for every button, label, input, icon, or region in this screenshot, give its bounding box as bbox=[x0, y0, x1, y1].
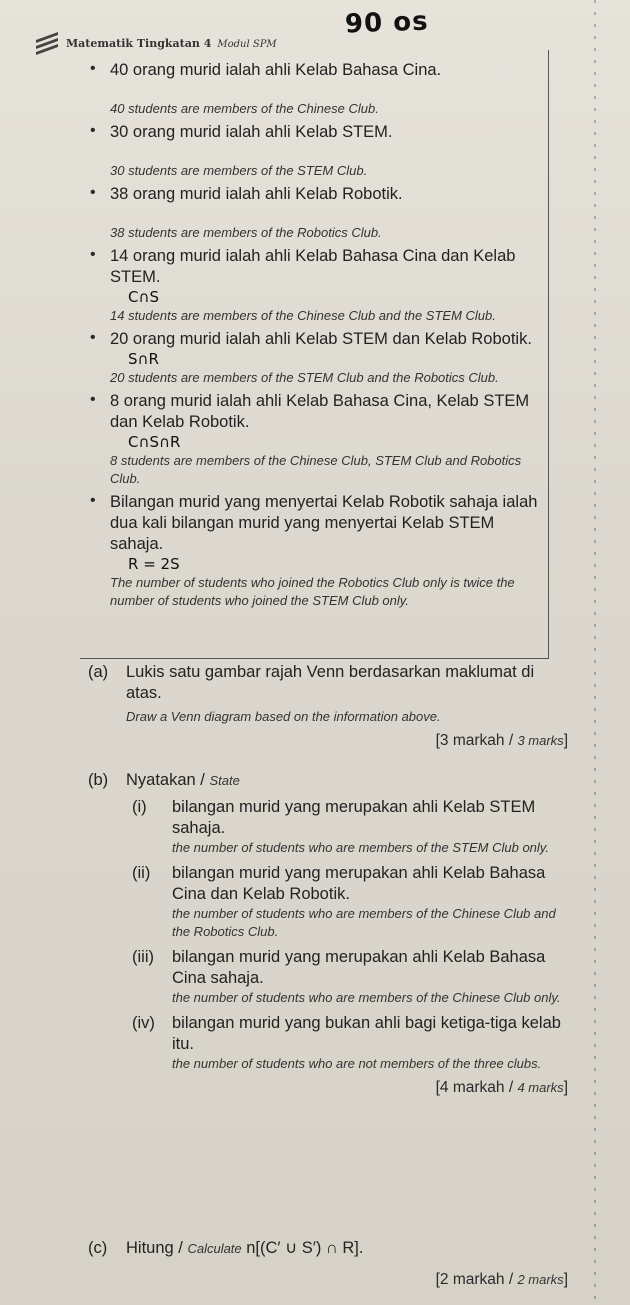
part-b bbox=[88, 770, 568, 1097]
info-bullet-ms: • 38 orang murid ialah ahli Kelab Robotik. bbox=[110, 185, 403, 203]
info-bullet-en: 20 students are members of the STEM Club and the Robotics Club. bbox=[110, 370, 499, 385]
info-bullet bbox=[88, 246, 538, 325]
part-b-ms: Nyatakan / bbox=[126, 771, 210, 789]
part-b-en: State bbox=[209, 773, 240, 788]
part-b-item-en: the number of students who are not members of the three clubs. bbox=[172, 1056, 542, 1071]
part-b-label: (b) bbox=[88, 771, 109, 789]
part-c-ms: Hitung / bbox=[126, 1239, 188, 1257]
part-a-marks-ms: [3 markah / bbox=[435, 732, 518, 749]
part-b-marks bbox=[88, 1079, 568, 1097]
info-bullet bbox=[88, 122, 538, 180]
part-b-item bbox=[132, 797, 568, 857]
info-bullet bbox=[88, 60, 538, 118]
part-b-item-en: the number of students who are members of the STEM Club only. bbox=[172, 840, 549, 855]
part-a-label: (a) bbox=[88, 663, 109, 681]
part-a-en: Draw a Venn diagram based on the information above. bbox=[126, 709, 441, 724]
handwritten-score: 90 os bbox=[344, 6, 430, 40]
part-b-item bbox=[132, 863, 568, 941]
part-a bbox=[88, 662, 568, 750]
info-bullet-ms: • 8 orang murid ialah ahli Kelab Bahasa Cina, Kelab STEM dan Kelab Robotik. bbox=[110, 392, 530, 431]
info-bullet-en: 38 students are members of the Robotics Club. bbox=[110, 225, 382, 240]
part-b-item-num: (iv) bbox=[132, 1014, 155, 1032]
page-edge-dots bbox=[594, 0, 596, 1305]
part-b-item-num: (ii) bbox=[132, 864, 151, 882]
info-bullet-ms: • 40 orang murid ialah ahli Kelab Bahasa Cina. bbox=[110, 61, 442, 79]
part-b-marks-en: 4 marks bbox=[517, 1080, 564, 1095]
part-b-item-en: the number of students who are members of the Chinese Club only. bbox=[172, 990, 561, 1005]
part-b-item-ms: bilangan murid yang merupakan ahli Kelab STEM sahaja. bbox=[172, 798, 536, 837]
info-bullet-en: 30 students are members of the STEM Club. bbox=[110, 163, 368, 178]
info-bullet bbox=[88, 329, 538, 387]
part-b-item-ms: bilangan murid yang bukan ahli bagi ketiga-tiga kelab itu. bbox=[172, 1014, 561, 1053]
header-title bbox=[66, 37, 277, 50]
info-bullet-ms: • 14 orang murid ialah ahli Kelab Bahasa Cina dan Kelab STEM. bbox=[110, 247, 516, 286]
handwritten-note: C∩S bbox=[128, 288, 159, 306]
part-b-items bbox=[88, 797, 568, 1073]
part-b-marks-end: ] bbox=[563, 1079, 568, 1096]
part-b-item-en: the number of students who are members of the Chinese Club and the Robotics Club. bbox=[172, 906, 556, 939]
info-bullet-en: The number of students who joined the Robotics Club only is twice the number of students who joined the STEM Club only. bbox=[110, 575, 515, 608]
part-c-marks bbox=[88, 1271, 568, 1289]
part-c-marks-ms: [2 markah / bbox=[435, 1271, 518, 1288]
info-bullet bbox=[88, 184, 538, 242]
part-b-item-num: (iii) bbox=[132, 948, 154, 966]
part-b-marks-ms: [4 markah / bbox=[435, 1079, 518, 1096]
info-bullet-en: 14 students are members of the Chinese Club and the STEM Club. bbox=[110, 308, 496, 323]
handwritten-note: R = 2S bbox=[128, 555, 180, 573]
part-b-item-ms: bilangan murid yang merupakan ahli Kelab Bahasa Cina sahaja. bbox=[172, 948, 546, 987]
part-b-item-ms: bilangan murid yang merupakan ahli Kelab Bahasa Cina dan Kelab Robotik. bbox=[172, 864, 546, 903]
part-a-marks-en: 3 marks bbox=[517, 733, 564, 748]
info-bullet bbox=[88, 391, 538, 488]
book-logo-icon bbox=[36, 34, 58, 52]
info-bullet-ms: • 30 orang murid ialah ahli Kelab STEM. bbox=[110, 123, 393, 141]
part-a-marks bbox=[88, 732, 568, 750]
part-c-expression: n[(C′ ∪ S′) ∩ R]. bbox=[246, 1239, 364, 1257]
handwritten-note: C∩S∩R bbox=[128, 433, 181, 451]
info-bullet bbox=[88, 492, 538, 610]
info-bullet-ms: • Bilangan murid yang menyertai Kelab Robotik sahaja ialah dua kali bilangan murid yang menyertai Kelab STEM sahaja. bbox=[110, 493, 538, 553]
handwritten-note: S∩R bbox=[128, 350, 159, 368]
info-bullet-en: 40 students are members of the Chinese Club. bbox=[110, 101, 379, 116]
info-bullet-en: 8 students are members of the Chinese Club, STEM Club and Robotics Club. bbox=[110, 453, 522, 486]
header-subtitle: Modul SPM bbox=[217, 38, 277, 50]
part-c-marks-end: ] bbox=[563, 1271, 568, 1288]
part-c-label: (c) bbox=[88, 1239, 108, 1257]
part-c-marks-en: 2 marks bbox=[517, 1272, 564, 1287]
part-b-item-num: (i) bbox=[132, 798, 147, 816]
part-c-en: Calculate bbox=[187, 1241, 242, 1256]
info-bullet-ms: • 20 orang murid ialah ahli Kelab STEM dan Kelab Robotik. bbox=[110, 330, 532, 348]
part-a-ms: Lukis satu gambar rajah Venn berdasarkan maklumat di atas. bbox=[126, 663, 535, 702]
part-c bbox=[88, 1238, 568, 1289]
part-a-marks-end: ] bbox=[563, 732, 568, 749]
header-title-text: Matematik Tingkatan 4 bbox=[66, 36, 212, 50]
part-b-item bbox=[132, 1013, 568, 1073]
part-b-item bbox=[132, 947, 568, 1007]
info-list bbox=[88, 52, 538, 613]
